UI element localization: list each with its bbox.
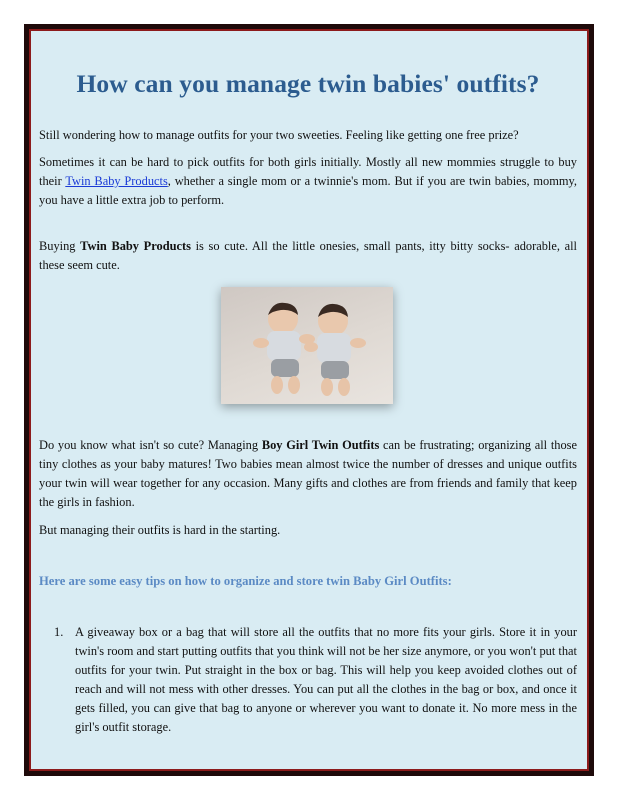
list-item-number: 1. [54, 625, 64, 639]
bold-phrase: Boy Girl Twin Outfits [261, 438, 380, 452]
paragraph-text: is so cute. All the little onesies, small pants, itty bitty socks- adorable, all these seem cute. [39, 239, 577, 272]
paragraph-hard: But managing their outfits is hard in the starting. [39, 523, 281, 537]
section-heading: Here are some easy tips on how to organize and store twin Baby Girl Outfits: [39, 574, 452, 588]
tips-list [39, 623, 577, 737]
paragraph-intro: Still wondering how to manage outfits for your two sweeties. Feeling like getting one free prize? [39, 128, 519, 142]
paragraph-managing [39, 436, 577, 512]
paragraph-buying [39, 237, 577, 275]
list-item [39, 623, 577, 737]
page-panel [29, 29, 589, 771]
paragraph-text: Do you know what isn't so cute? Managing [39, 438, 262, 452]
paragraph-text: Sometimes it can be hard to pick outfits for both girls initially. Mostly all new mommies struggle to buy their [39, 155, 577, 188]
paragraph-text: Buying [39, 239, 81, 253]
paragraph-text: , whether a single mom or a twinnie's mom. But if you are twin babies, mommy, you have a little extra job to perform. [39, 174, 577, 207]
bold-phrase: Twin Baby Products [80, 239, 191, 253]
twin-babies-photo [221, 287, 393, 404]
twin-baby-products-link[interactable]: Twin Baby Products [65, 174, 168, 188]
list-item-text: A giveaway box or a bag that will store all the outfits that no more fits your girls. Store it in your twin's room and start putting outfits that you think will not be her size anymore, or you won't put that outfits for your twin. Put straight in the box or bag. This will help you keep avoided clothes out of reach and will not mess with other dresses. You can put all the clothes in the bag or box, and once it gets filled, you can give that bag to anyone or wherever you want to donate it. No more mess in the girl's outfit storage. [75, 625, 577, 734]
page-title: How can you manage twin babies' outfits? [76, 69, 540, 98]
page-frame [24, 24, 594, 776]
paragraph-products [39, 153, 577, 210]
twin-babies-illustration [221, 287, 393, 404]
paragraph-text: can be frustrating; organizing all those tiny clothes as your baby matures! Two babies mean almost twice the number of dresses and unique outfits your twin will wear together for any occasion. Many gifts and clothes are from friends and family that keep the girls in fashion. [39, 438, 577, 509]
